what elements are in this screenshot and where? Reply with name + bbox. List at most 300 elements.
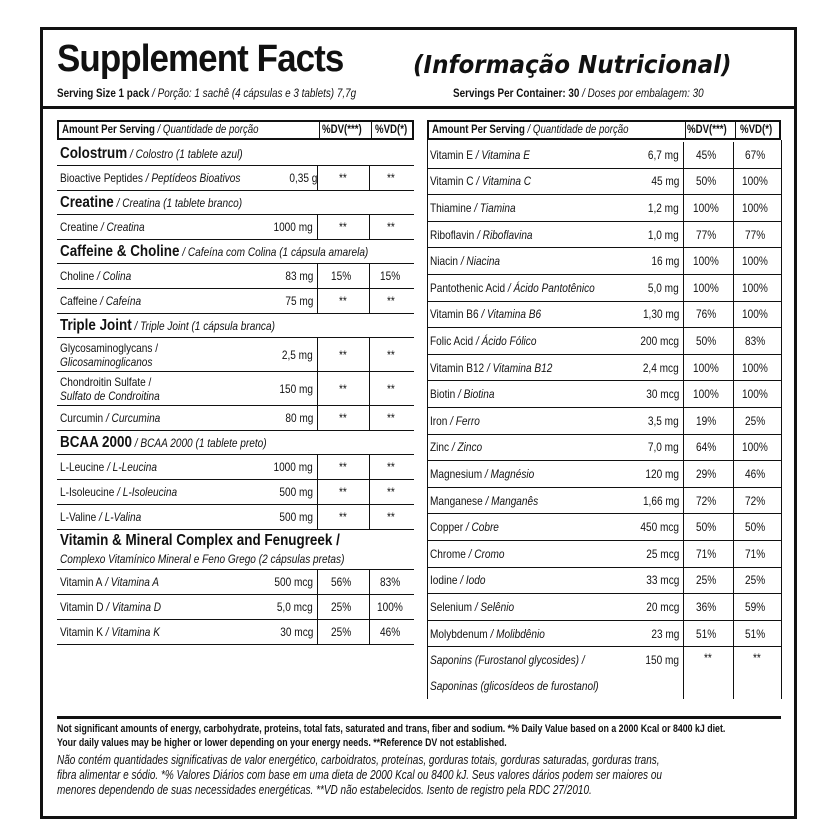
daily-value-vd (733, 142, 781, 168)
table-row (57, 372, 414, 406)
footnote-pt-line-3-text: menores dependendo de suas necessidades energéticas. **VD não estabelecidos. Isento de registro pela RDC 27/2010. (57, 783, 592, 797)
table-row (427, 435, 781, 462)
nutrient-amount (607, 461, 683, 487)
daily-value-dv (317, 455, 369, 479)
nutrient-name-en: Riboflavin (430, 227, 475, 242)
nutrient-name-text (60, 269, 131, 283)
table-row (427, 514, 781, 541)
daily-value-dv (683, 435, 733, 461)
nutrient-name-text (430, 414, 480, 428)
nutrient-name-pt: / Iodo (457, 573, 486, 588)
daily-value-vd (369, 406, 414, 430)
daily-value-dv (317, 480, 369, 504)
nutrient-name (427, 488, 627, 514)
nutrient-amount-text: 1000 mg (273, 460, 313, 474)
daily-value-vd-text: ** (387, 294, 396, 308)
table-row (427, 647, 781, 699)
nutrient-name (427, 169, 627, 195)
nutrient-name (427, 248, 627, 274)
nutrient-name (427, 328, 627, 354)
nutrient-amount-text: 1,66 mg (642, 493, 679, 508)
nutrient-name-en: Iodine (430, 573, 458, 588)
daily-value-dv (317, 570, 369, 594)
daily-value-vd (369, 455, 414, 479)
top-divider (43, 106, 794, 109)
daily-value-dv-text: ** (338, 485, 347, 499)
daily-value-vd-text: ** (387, 220, 396, 234)
table-row (427, 169, 781, 196)
nutrient-amount-text: 120 mg (645, 466, 679, 481)
daily-value-vd (369, 595, 414, 619)
nutrient-name-text (60, 625, 160, 639)
table-row (57, 570, 414, 595)
nutrient-name-pt: / L-Valina (96, 510, 142, 524)
daily-value-vd-text: 100% (742, 174, 768, 189)
footnote-pt-line-2-text: fibra alimentar e sódio. *% Valores Diários com base em uma dieta de 2000 Kcal ou 8400 kJ. Seus valores dários podem ser maiores ou (57, 768, 662, 782)
nutrient-name-en: Vitamin B12 (430, 360, 485, 375)
daily-value-dv-text: ** (338, 171, 347, 185)
daily-value-vd-text: 100% (742, 440, 768, 455)
daily-value-dv (683, 248, 733, 274)
nutrient-name-pt: / Ferro (447, 413, 480, 428)
daily-value-vd-text: ** (387, 381, 396, 396)
right-table-right-border (781, 140, 782, 699)
daily-value-dv (317, 595, 369, 619)
nutrient-amount (607, 355, 683, 381)
daily-value-dv-text: 36% (696, 599, 717, 614)
daily-value-vd (733, 328, 781, 354)
table-row (427, 328, 781, 355)
table-row (427, 142, 781, 169)
nutrient-amount (247, 264, 317, 288)
table-row (57, 264, 414, 289)
nutrient-name-en: Vitamin B6 (430, 307, 479, 322)
daily-value-dv (683, 195, 733, 221)
nutrient-name-text (60, 171, 240, 185)
daily-value-dv (683, 488, 733, 514)
serving-size (57, 88, 356, 100)
daily-value-vd-text: ** (387, 460, 396, 474)
section-header-text (60, 243, 368, 261)
nutrient-name-en: L-Valine (60, 510, 97, 524)
daily-value-vd-text: 25% (745, 573, 766, 588)
nutrient-amount-text: 1,2 mg (648, 200, 679, 215)
daily-value-dv (683, 302, 733, 328)
daily-value-vd-text: 46% (379, 625, 401, 639)
daily-value-dv-text: ** (338, 381, 347, 396)
nutrient-amount (607, 195, 683, 221)
daily-value-vd (733, 541, 781, 567)
table-row (427, 594, 781, 621)
nutrient-amount-text: 83 mg (284, 269, 313, 283)
nutrient-name-text (60, 600, 161, 614)
nutrient-amount-text: 2,5 mg (282, 347, 313, 362)
nutrient-name-en: Caffeine (60, 294, 98, 308)
nutrient-name (57, 480, 257, 504)
daily-value-vd-text: 72% (745, 493, 766, 508)
nutrient-name (427, 435, 627, 461)
table-row (427, 408, 781, 435)
footnote-pt-line-1 (57, 753, 781, 768)
header-amount-right-pt: / Quantidade de porção (524, 124, 629, 136)
nutrient-name-pt: / Biotina (455, 387, 495, 402)
table-row (427, 381, 781, 408)
nutrient-amount (247, 620, 317, 644)
nutrient-amount (607, 142, 683, 168)
nutrient-amount (247, 406, 317, 430)
nutrient-amount-text: 6,7 mg (648, 147, 679, 162)
footnote-en-line-1 (57, 722, 781, 736)
daily-value-dv-text: 56% (331, 575, 352, 589)
header-amount-en: Amount Per Serving (62, 124, 155, 136)
daily-value-vd (733, 355, 781, 381)
nutrient-amount-text: 30 mcg (645, 387, 679, 402)
daily-value-vd (733, 195, 781, 221)
nutrient-name-text (430, 148, 530, 162)
section-title: Caffeine & Choline (60, 243, 180, 260)
daily-value-vd (369, 289, 414, 313)
table-row (427, 461, 781, 488)
nutrient-name (57, 505, 257, 529)
nutrient-name (427, 302, 627, 328)
daily-value-dv (317, 505, 369, 529)
daily-value-dv-text: 25% (696, 573, 717, 588)
nutrient-name (427, 142, 627, 168)
section-subtitle: / BCAA 2000 (1 tablete preto) (131, 436, 267, 450)
daily-value-vd-text: ** (387, 171, 396, 185)
nutrient-name-text (430, 201, 516, 215)
nutrient-name (427, 222, 627, 248)
nutrient-name-text (430, 600, 514, 614)
daily-value-vd (733, 647, 781, 699)
nutrient-name-pt: / Manganês (482, 493, 539, 508)
header-dv-right-text: %DV(***) (686, 124, 727, 136)
daily-value-vd (733, 222, 781, 248)
daily-value-dv (317, 338, 369, 371)
daily-value-dv-text: 45% (696, 147, 717, 162)
daily-value-vd (733, 568, 781, 594)
daily-value-dv (317, 264, 369, 288)
daily-value-dv-text: 29% (696, 466, 717, 481)
nutrient-name (427, 275, 627, 301)
servings-per-container-en: Servings Per Container: 30 (453, 88, 580, 100)
nutrient-name (427, 381, 627, 407)
daily-value-dv (683, 647, 733, 699)
daily-value-vd (733, 248, 781, 274)
table-row (427, 568, 781, 595)
nutrient-name-text (60, 294, 141, 308)
nutrient-name (427, 594, 627, 620)
daily-value-vd (733, 461, 781, 487)
nutrient-name-pt: / Ácido Fólico (473, 333, 537, 348)
nutrient-amount (245, 166, 317, 190)
nutrient-amount (247, 570, 317, 594)
daily-value-dv-text: 19% (696, 413, 717, 428)
daily-value-dv-text: 100% (693, 200, 719, 215)
daily-value-vd-text: ** (387, 485, 396, 499)
daily-value-dv-text: 50% (696, 333, 717, 348)
table-row (427, 248, 781, 275)
nutrient-name-text (430, 281, 595, 295)
nutrient-amount (247, 372, 317, 405)
footnote-en-line-2 (57, 736, 781, 750)
daily-value-dv (683, 222, 733, 248)
section-subtitle: / Triple Joint (1 cápsula branca) (131, 319, 275, 333)
nutrient-name-en: Niacin (430, 254, 459, 269)
section-subtitle: / Cafeína com Colina (1 cápsula amarela) (179, 245, 369, 259)
daily-value-vd (369, 480, 414, 504)
table-row (57, 455, 414, 480)
nutrient-name (427, 514, 627, 540)
page-title: Supplement Facts (57, 38, 344, 80)
nutrient-name-en: Manganese (430, 493, 483, 508)
nutrient-name-en: Bioactive Peptides (60, 171, 143, 185)
nutrient-name-en: Pantothenic Acid (430, 280, 506, 295)
footnote-pt (57, 753, 781, 798)
section-title: Triple Joint (60, 317, 132, 334)
daily-value-dv-text: 100% (693, 360, 719, 375)
daily-value-vd-text: 100% (742, 280, 768, 295)
nutrient-name-text (60, 575, 159, 589)
nutrient-amount (607, 169, 683, 195)
nutrient-name (57, 595, 257, 619)
nutrient-amount-text: 200 mcg (640, 333, 679, 348)
nutrient-name (427, 461, 627, 487)
nutrient-amount (607, 514, 683, 540)
section-header (57, 191, 414, 215)
daily-value-dv-text: 100% (693, 387, 719, 402)
nutrient-amount-text: 150 mg (279, 381, 313, 396)
nutrient-name-text (430, 467, 534, 481)
nutrient-name-pt: / Colina (94, 269, 132, 283)
nutrient-amount (607, 621, 683, 647)
header-vd-right (735, 122, 783, 138)
nutrient-name (427, 541, 627, 567)
nutrient-name (57, 289, 257, 313)
nutrient-name-en: Biotin (430, 387, 456, 402)
nutrient-name-pt: / Peptídeos Bioativos (142, 171, 241, 185)
nutrient-amount (247, 595, 317, 619)
nutrient-name-text (430, 361, 552, 375)
nutrient-name-pt: / Tiamina (471, 200, 516, 215)
nutrient-amount (247, 480, 317, 504)
nutrient-name-pt: / Riboflavina (474, 227, 533, 242)
nutrient-name-text (60, 485, 177, 499)
nutrient-name-pt: / Zinco (449, 440, 483, 455)
nutrient-name-pt: / Ácido Pantotênico (505, 280, 595, 295)
daily-value-vd-text: 100% (742, 387, 768, 402)
footnote-pt-line-3 (57, 783, 781, 798)
daily-value-vd-text: 100% (742, 254, 768, 269)
nutrient-name (57, 372, 257, 405)
nutrient-amount (247, 215, 317, 239)
right-table-left-border (427, 140, 428, 699)
nutrient-amount (607, 248, 683, 274)
nutrient-amount-text: 1,0 mg (648, 227, 679, 242)
nutrient-name-en: Copper (430, 520, 464, 535)
nutrient-name-pt: / Curcumina (103, 411, 161, 425)
daily-value-vd (733, 594, 781, 620)
daily-value-dv-text: ** (338, 220, 347, 234)
nutrient-amount-text: 25 mcg (645, 546, 679, 561)
section-header-text (60, 145, 243, 163)
nutrient-amount-text: 2,4 mcg (643, 360, 679, 375)
nutrient-name-en: Vitamin E (430, 147, 473, 162)
daily-value-dv-text: 15% (331, 269, 352, 283)
daily-value-dv (317, 289, 369, 313)
header-dv-text: %DV(***) (321, 124, 362, 136)
daily-value-vd-text: 100% (742, 360, 768, 375)
nutrient-amount-text: 5,0 mg (648, 280, 679, 295)
nutrient-name-pt: / Niacina (458, 254, 501, 269)
section-header (57, 431, 414, 455)
nutrient-name-text (430, 174, 531, 188)
daily-value-vd-text: 71% (745, 546, 766, 561)
nutrient-amount (607, 647, 683, 699)
nutrient-name (427, 647, 627, 699)
nutrient-name-en: Chrome (430, 546, 466, 561)
daily-value-dv (317, 620, 369, 644)
nutrient-name (427, 621, 627, 647)
daily-value-dv (317, 406, 369, 430)
section-header-text (60, 532, 344, 568)
daily-value-vd (733, 514, 781, 540)
daily-value-vd-text: 46% (745, 466, 766, 481)
header-dv (319, 122, 371, 138)
nutrient-name-text (430, 228, 533, 242)
daily-value-dv (683, 355, 733, 381)
footnote-en (57, 716, 781, 750)
nutrient-name (57, 570, 257, 594)
daily-value-dv (317, 215, 369, 239)
daily-value-dv-text: 71% (696, 546, 717, 561)
table-row (57, 215, 414, 240)
daily-value-vd-text: 50% (745, 520, 766, 535)
section-header (57, 530, 414, 570)
nutrient-amount (607, 222, 683, 248)
nutrient-name-text (60, 510, 141, 524)
daily-value-vd-text: 83% (745, 333, 766, 348)
header-amount-right-en: Amount Per Serving (432, 124, 525, 136)
nutrient-name-pt: / Vitamina B6 (478, 307, 542, 322)
nutrient-name (427, 408, 627, 434)
nutrient-name-text (430, 547, 505, 561)
nutrient-name (57, 406, 257, 430)
nutrient-name (57, 338, 257, 371)
daily-value-dv (683, 461, 733, 487)
daily-value-dv (317, 166, 369, 190)
nutrient-name-pt: / Magnésio (482, 466, 535, 481)
table-row (57, 289, 414, 314)
daily-value-vd (369, 505, 414, 529)
nutrient-name-text (60, 220, 145, 234)
nutrient-name-text (60, 411, 160, 425)
nutrient-amount (607, 275, 683, 301)
nutrient-amount (247, 338, 317, 371)
daily-value-vd (369, 215, 414, 239)
daily-value-vd (733, 488, 781, 514)
nutrient-name-en: Creatine (60, 220, 99, 234)
daily-value-dv-text: ** (703, 651, 712, 666)
table-row (57, 166, 414, 191)
left-header (57, 120, 414, 140)
daily-value-vd (733, 381, 781, 407)
nutrient-name-pt: Glicosaminoglicanos (60, 354, 153, 369)
nutrient-name-en: Vitamin D (60, 600, 104, 614)
table-row (57, 505, 414, 530)
daily-value-vd (733, 408, 781, 434)
daily-value-vd-text: ** (752, 651, 761, 666)
nutrient-name (57, 620, 257, 644)
daily-value-dv-text: 51% (696, 626, 717, 641)
table-row (427, 355, 781, 382)
nutrient-name-pt: / Vitamina K (102, 625, 160, 639)
nutrient-amount (607, 408, 683, 434)
daily-value-dv (683, 594, 733, 620)
header-vd (371, 122, 416, 138)
section-title: Colostrum (60, 145, 128, 162)
footnote-pt-line-1-text: Não contém quantidades significativas de valor energético, carboidratos, proteínas, gorduras totais, gorduras saturadas, gorduras trans, (57, 753, 660, 767)
nutrient-name (57, 455, 257, 479)
table-row (427, 222, 781, 249)
page-title-pt: (Informação Nutricional) (413, 50, 732, 79)
daily-value-dv (683, 568, 733, 594)
nutrient-name-pt: / Cobre (463, 520, 499, 535)
section-subtitle: Complexo Vitamínico Mineral e Feno Grego (2 cápsulas pretas) (60, 552, 345, 566)
nutrient-amount (607, 435, 683, 461)
daily-value-dv (683, 142, 733, 168)
daily-value-vd-text: 100% (376, 600, 403, 614)
daily-value-dv-text: 72% (696, 493, 717, 508)
daily-value-vd (369, 372, 414, 405)
nutrient-name (427, 355, 627, 381)
daily-value-dv-text: 76% (696, 307, 717, 322)
header-amount (59, 122, 319, 138)
footnote-pt-line-2 (57, 768, 781, 783)
nutrient-amount (607, 568, 683, 594)
nutrient-name (427, 195, 627, 221)
nutrient-name (57, 215, 257, 239)
daily-value-dv (683, 408, 733, 434)
footnote-en-line-2-text: Your daily values may be higher or lower depending on your energy needs. **Reference DV not established. (57, 737, 507, 749)
nutrient-name-pt: / L-Leucina (104, 460, 157, 474)
daily-value-dv-text: ** (338, 460, 347, 474)
daily-value-dv (683, 169, 733, 195)
nutrient-amount (607, 594, 683, 620)
nutrient-amount-text: 500 mcg (274, 575, 313, 589)
table-row (427, 275, 781, 302)
nutrient-amount (247, 505, 317, 529)
nutrient-amount-text: 500 mg (279, 510, 313, 524)
supplement-facts-label (40, 27, 797, 819)
table-row (57, 338, 414, 372)
section-header (57, 314, 414, 338)
footnote-en-line-1-text: Not significant amounts of energy, carbohydrate, proteins, total fats, saturated and trans, fiber and sodium. *% Daily Value based on a 2000 Kcal or 8400 kJ diet. (57, 723, 726, 735)
servings-per-container-pt: / Doses por embalagem: 30 (579, 88, 704, 100)
daily-value-dv (683, 541, 733, 567)
daily-value-vd (369, 166, 414, 190)
daily-value-vd (369, 338, 414, 371)
nutrient-name-text (430, 494, 538, 508)
nutrient-name-pt: Sulfato de Condroitina (60, 388, 160, 403)
daily-value-vd-text: ** (387, 347, 396, 362)
daily-value-dv (683, 621, 733, 647)
daily-value-vd-text: 51% (745, 626, 766, 641)
daily-value-vd-text: 100% (742, 307, 768, 322)
daily-value-vd-text: ** (387, 411, 396, 425)
nutrient-name-text (60, 460, 157, 474)
nutrient-name-pt: / Vitamina D (103, 600, 162, 614)
